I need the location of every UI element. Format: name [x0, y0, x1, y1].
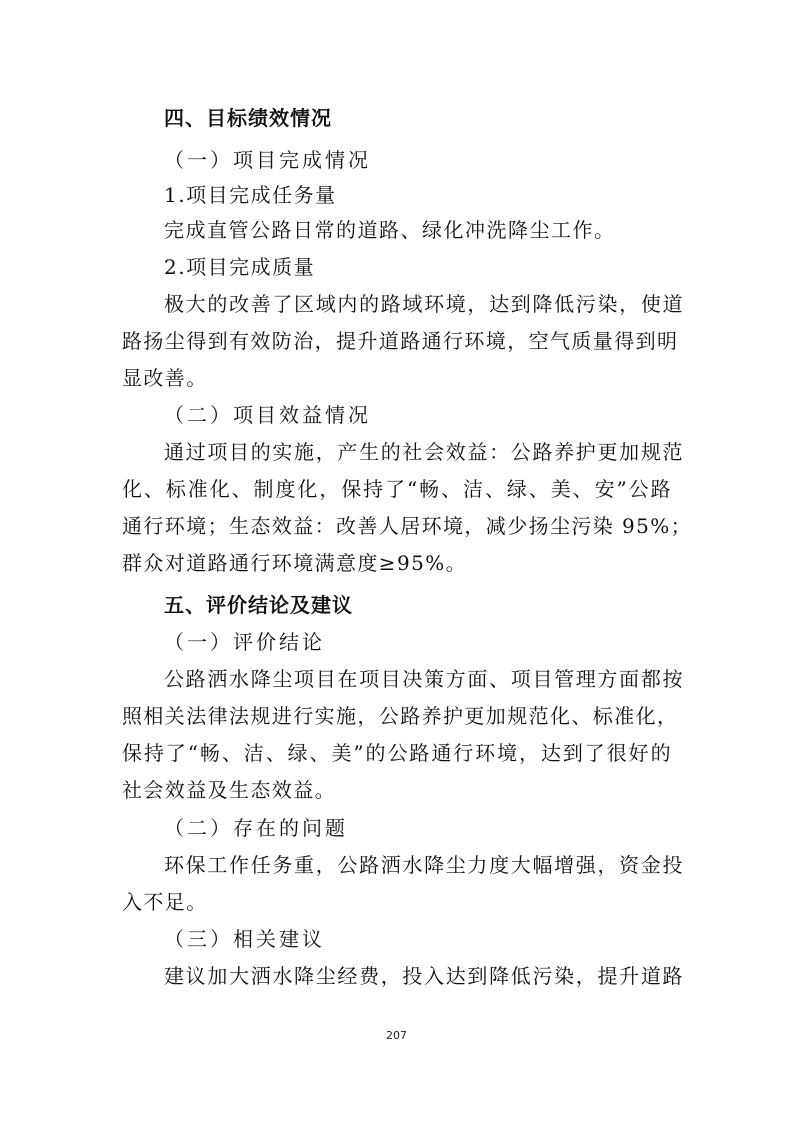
- subsection-heading-4-2: （二）项目效益情况: [164, 403, 371, 427]
- section-heading-5: 五、评价结论及建议: [164, 593, 353, 617]
- item-heading-2: 2.项目完成质量: [164, 255, 316, 279]
- subsection-heading-5-2: （二）存在的问题: [164, 816, 348, 840]
- item-heading-1: 1.项目完成任务量: [164, 183, 337, 207]
- paragraph-line: 通行环境；生态效益：改善人居环境，减少扬尘污染 95%；: [122, 514, 693, 538]
- subsection-heading-5-1: （一）评价结论: [164, 630, 325, 654]
- section-heading-4: 四、目标绩效情况: [164, 106, 332, 130]
- paragraph-line: 建议加大洒水降尘经费，投入达到降低污染，提升道路: [164, 964, 684, 988]
- page-number: 207: [386, 1029, 407, 1042]
- paragraph-line: 入不足。: [122, 890, 208, 914]
- paragraph-line: 环保工作任务重，公路洒水降尘力度大幅增强，资金投: [164, 853, 684, 877]
- paragraph-line: 通过项目的实施，产生的社会效益：公路养护更加规范: [164, 440, 684, 464]
- paragraph-line: 路扬尘得到有效防治，提升道路通行环境，空气质量得到明: [122, 329, 679, 353]
- paragraph-line: 照相关法律法规进行实施，公路养护更加规范化、标准化，: [122, 704, 679, 728]
- paragraph-line: 群众对道路通行环境满意度≥95%。: [122, 551, 468, 575]
- paragraph-line: 保持了“畅、洁、绿、美”的公路通行环境，达到了很好的: [122, 741, 672, 765]
- paragraph-line: 公路洒水降尘项目在项目决策方面、项目管理方面都按: [164, 667, 684, 691]
- paragraph-line: 极大的改善了区域内的路域环境，达到降低污染，使道: [164, 292, 684, 316]
- subsection-heading-4-1: （一）项目完成情况: [164, 148, 371, 172]
- paragraph-line: 完成直管公路日常的道路、绿化冲洗降尘工作。: [164, 218, 616, 242]
- paragraph-line: 化、标准化、制度化，保持了“畅、洁、绿、美、安”公路: [122, 477, 672, 501]
- subsection-heading-5-3: （三）相关建议: [164, 927, 325, 951]
- paragraph-line: 显改善。: [122, 366, 208, 390]
- paragraph-line: 社会效益及生态效益。: [122, 778, 336, 802]
